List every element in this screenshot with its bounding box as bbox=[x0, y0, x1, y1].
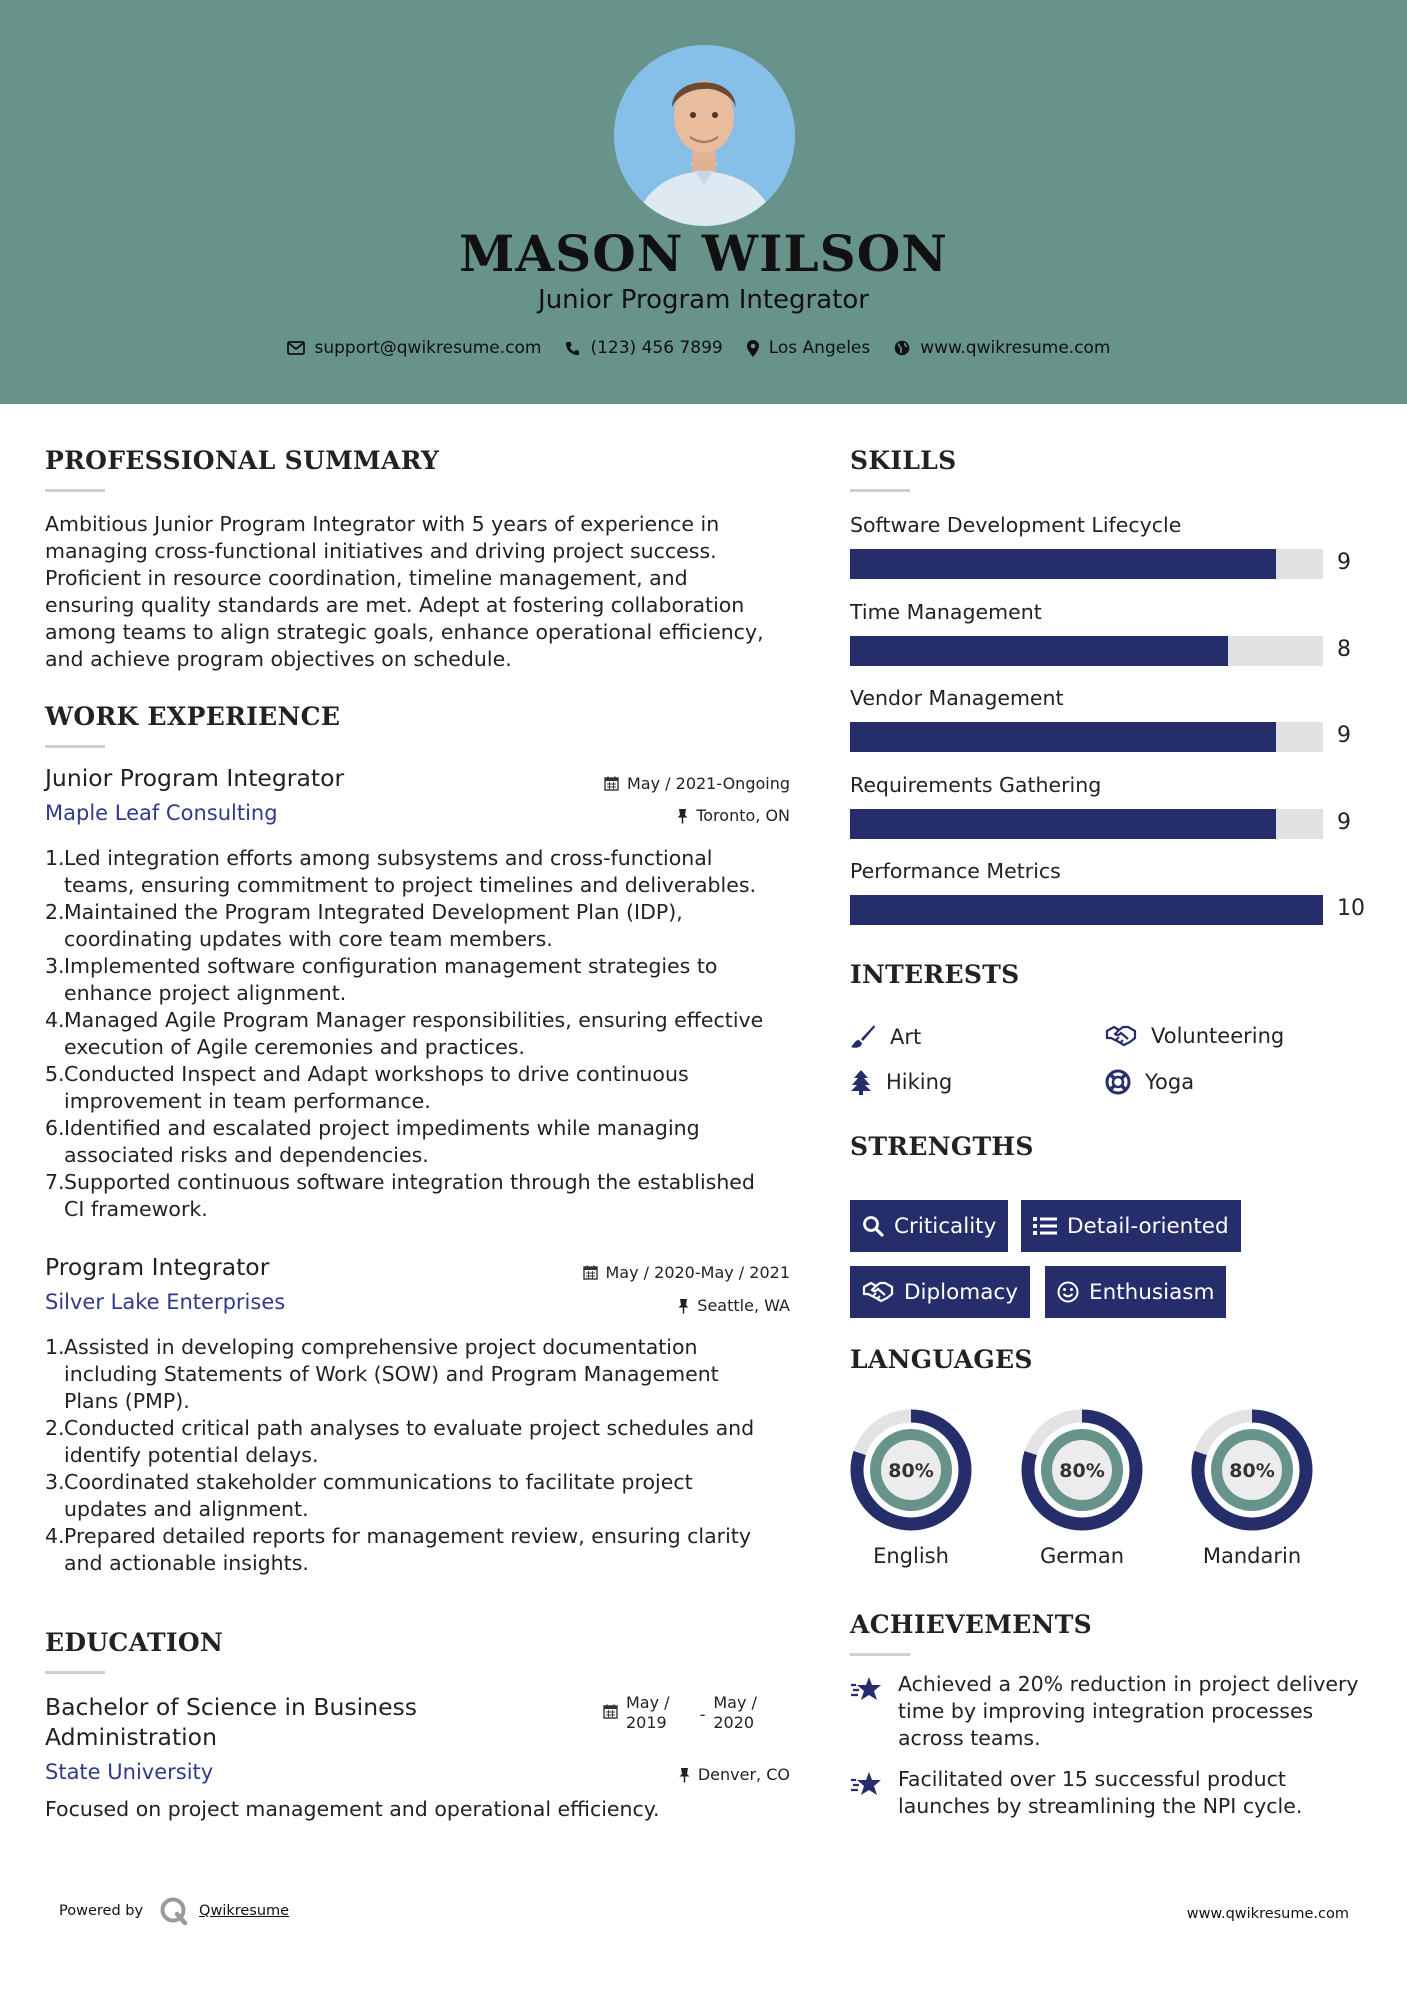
summary-line: ensuring quality standards are met. Adept at fostering collaboration bbox=[45, 593, 745, 617]
skill-bar-track bbox=[850, 636, 1323, 666]
summary-text bbox=[45, 511, 805, 673]
footer-branding bbox=[59, 1896, 289, 1926]
achievements-rule bbox=[850, 1653, 910, 1656]
strength-tag-detail-oriented: Detail-oriented bbox=[1021, 1200, 1241, 1252]
job-date bbox=[604, 774, 790, 793]
contact-bar bbox=[0, 338, 1407, 358]
profile-photo bbox=[614, 45, 795, 226]
achievement-item: Facilitated over 15 successful product launches by streamlining the NPI cycle. bbox=[850, 1766, 1370, 1820]
job-duties-list bbox=[45, 845, 805, 1223]
experience-heading: WORK EXPERIENCE bbox=[45, 702, 341, 731]
education-date-end: May / 2020 bbox=[713, 1693, 757, 1732]
skill-bar-fill bbox=[850, 895, 1323, 925]
achievements-heading: ACHIEVEMENTS bbox=[850, 1610, 1092, 1639]
pushpin-icon bbox=[679, 1767, 690, 1783]
job-date-text: May / 2020-May / 2021 bbox=[605, 1263, 790, 1282]
list-item: 1. Assisted in developing comprehensive project documentation including Statements of Work (SOW) and Program Management Plans (PMP). bbox=[45, 1335, 719, 1413]
job-location bbox=[678, 1296, 790, 1315]
language-percent: 80% bbox=[1059, 1460, 1105, 1482]
strengths-heading: STRENGTHS bbox=[850, 1132, 1034, 1161]
summary-line: managing cross-functional initiatives and driving project success. bbox=[45, 539, 717, 563]
calendar-icon bbox=[603, 1704, 618, 1719]
job-location-text: Seattle, WA bbox=[697, 1296, 790, 1315]
handshake-icon bbox=[1105, 1025, 1137, 1047]
map-pin-icon bbox=[747, 340, 759, 357]
skills-heading: SKILLS bbox=[850, 446, 957, 475]
education-description: Focused on project management and operational efficiency. bbox=[45, 1797, 660, 1821]
list-item: 4. Managed Agile Program Manager responsibilities, ensuring effective execution of Agile ceremonies and practices. bbox=[45, 1008, 764, 1059]
list-item: 2. Maintained the Program Integrated Development Plan (IDP), coordinating updates with core team members. bbox=[45, 900, 683, 951]
skill-bar-fill bbox=[850, 809, 1276, 839]
powered-by-text: Powered by bbox=[59, 1903, 144, 1919]
contact-location bbox=[747, 338, 871, 358]
search-icon bbox=[862, 1215, 884, 1237]
language-percent: 80% bbox=[888, 1460, 934, 1482]
skill-value: 8 bbox=[1337, 636, 1351, 662]
interest-item-hiking: Hiking bbox=[850, 1069, 952, 1095]
summary-line: Proficient in resource coordination, timeline management, and bbox=[45, 566, 688, 590]
languages-heading: LANGUAGES bbox=[850, 1345, 1033, 1374]
skill-value: 9 bbox=[1337, 550, 1351, 575]
skill-value: 10 bbox=[1337, 896, 1365, 921]
calendar-icon bbox=[583, 1265, 598, 1280]
list-item: 3. Coordinated stakeholder communications to facilitate project updates and alignment. bbox=[45, 1470, 693, 1521]
skill-bar-fill bbox=[850, 722, 1276, 752]
skill-bar-track bbox=[850, 895, 1323, 925]
skill-label: Requirements Gathering bbox=[850, 772, 1102, 797]
language-percent: 80% bbox=[1229, 1460, 1275, 1482]
footer-url[interactable]: www.qwikresume.com bbox=[1186, 1906, 1349, 1922]
achievement-item: Achieved a 20% reduction in project delivery time by improving integration processes across teams. bbox=[850, 1671, 1370, 1752]
pushpin-icon bbox=[677, 808, 688, 824]
language-name: German bbox=[1039, 1544, 1125, 1568]
school-name[interactable]: State University bbox=[45, 1760, 214, 1784]
skill-value: 9 bbox=[1337, 809, 1351, 835]
skill-label: Software Development Lifecycle bbox=[850, 513, 1182, 537]
location-text: Los Angeles bbox=[768, 338, 871, 358]
interest-item-yoga: Yoga bbox=[1105, 1069, 1194, 1095]
candidate-name: MASON WILSON bbox=[459, 224, 948, 283]
website-text: www.qwikresume.com bbox=[920, 338, 1111, 358]
summary-heading: PROFESSIONAL SUMMARY bbox=[45, 446, 440, 475]
summary-line: and achieve program objectives on schedule. bbox=[45, 647, 512, 671]
phone-text: (123) 456 7899 bbox=[590, 338, 723, 358]
list-item: 1. Led integration efforts among subsystems and cross-functional teams, ensuring commitment to project timelines and deliverables. bbox=[45, 846, 757, 897]
skill-bar-track bbox=[850, 549, 1323, 579]
candidate-title: Junior Program Integrator bbox=[538, 285, 869, 315]
list-item: 7. Supported continuous software integration through the established CI framework. bbox=[45, 1170, 755, 1221]
language-ring bbox=[1021, 1409, 1143, 1531]
job-company[interactable]: Maple Leaf Consulting bbox=[45, 801, 278, 825]
strength-tag-diplomacy: Diplomacy bbox=[850, 1266, 1030, 1318]
job-title: Junior Program Integrator bbox=[45, 764, 345, 792]
education-date-start: May / 2019 bbox=[626, 1693, 670, 1732]
language-name: Mandarin bbox=[1202, 1544, 1302, 1568]
skill-bar-fill bbox=[850, 549, 1276, 579]
handshake-icon bbox=[862, 1281, 894, 1303]
resume-header bbox=[0, 0, 1407, 404]
language-ring bbox=[850, 1409, 972, 1531]
job-title: Program Integrator bbox=[45, 1253, 270, 1281]
contact-phone[interactable] bbox=[565, 338, 722, 358]
calendar-icon bbox=[604, 776, 619, 791]
language-ring bbox=[1191, 1409, 1313, 1531]
summary-rule bbox=[45, 489, 105, 492]
education-heading: EDUCATION bbox=[45, 1628, 224, 1657]
list-item: 4. Prepared detailed reports for management review, ensuring clarity and actionable insights. bbox=[45, 1524, 751, 1575]
pushpin-icon bbox=[678, 1298, 689, 1314]
star-award-icon bbox=[850, 1770, 882, 1798]
paintbrush-icon bbox=[850, 1024, 876, 1050]
summary-line: Ambitious Junior Program Integrator with 5 years of experience in bbox=[45, 512, 720, 536]
strength-tag-criticality: Criticality bbox=[850, 1200, 1008, 1252]
summary-line: among teams to align strategic goals, enhance operational efficiency, bbox=[45, 620, 764, 644]
skill-bar-track bbox=[850, 809, 1323, 839]
email-text: support@qwikresume.com bbox=[314, 338, 542, 358]
qwikresume-link[interactable]: Qwikresume bbox=[199, 1903, 290, 1919]
language-name: English bbox=[873, 1544, 949, 1568]
skill-bar-fill bbox=[850, 636, 1228, 666]
education-date bbox=[603, 1693, 757, 1733]
job-company[interactable]: Silver Lake Enterprises bbox=[45, 1290, 286, 1314]
skill-label: Time Management bbox=[850, 599, 1042, 624]
qwikresume-logo-icon bbox=[159, 1896, 189, 1926]
interest-item-volunteering: Volunteering bbox=[1105, 1024, 1284, 1048]
job-duties-list bbox=[45, 1334, 805, 1577]
education-rule bbox=[45, 1671, 105, 1674]
star-award-icon bbox=[850, 1675, 882, 1703]
job-date bbox=[583, 1263, 791, 1282]
list-item: 6. Identified and escalated project impediments while managing associated risks and dependencies. bbox=[45, 1116, 700, 1167]
tree-icon bbox=[850, 1069, 872, 1095]
interests-heading: INTERESTS bbox=[850, 960, 1020, 989]
education-location: Denver, CO bbox=[679, 1765, 790, 1784]
skill-label: Vendor Management bbox=[850, 686, 1064, 710]
interest-item-art: Art bbox=[850, 1024, 921, 1050]
job-location bbox=[677, 806, 790, 825]
job-date-text: May / 2021-Ongoing bbox=[627, 774, 790, 793]
skills-rule bbox=[850, 489, 910, 492]
list-item: 3. Implemented software configuration management strategies to enhance project alignment. bbox=[45, 954, 718, 1005]
experience-rule bbox=[45, 745, 105, 748]
envelope-icon bbox=[287, 341, 305, 355]
contact-email[interactable] bbox=[287, 338, 542, 358]
list-icon bbox=[1033, 1216, 1057, 1236]
education-date-separator: - bbox=[699, 1705, 706, 1724]
phone-icon bbox=[565, 341, 580, 356]
skill-label: Performance Metrics bbox=[850, 859, 1061, 883]
globe-icon bbox=[894, 340, 910, 356]
contact-website[interactable] bbox=[894, 338, 1110, 358]
skill-bar-track bbox=[850, 722, 1323, 752]
list-item: 5. Conducted Inspect and Adapt workshops to drive continuous improvement in team performance. bbox=[45, 1062, 689, 1113]
smile-icon bbox=[1057, 1281, 1079, 1303]
list-item: 2. Conducted critical path analyses to evaluate project schedules and identify potential delays. bbox=[45, 1416, 755, 1467]
job-location-text: Toronto, ON bbox=[696, 806, 790, 825]
strength-tag-enthusiasm: Enthusiasm bbox=[1045, 1266, 1226, 1318]
degree-title: Bachelor of Science in Business Administration bbox=[45, 1693, 418, 1751]
skill-value: 9 bbox=[1337, 723, 1351, 748]
lifebuoy-icon bbox=[1105, 1069, 1131, 1095]
